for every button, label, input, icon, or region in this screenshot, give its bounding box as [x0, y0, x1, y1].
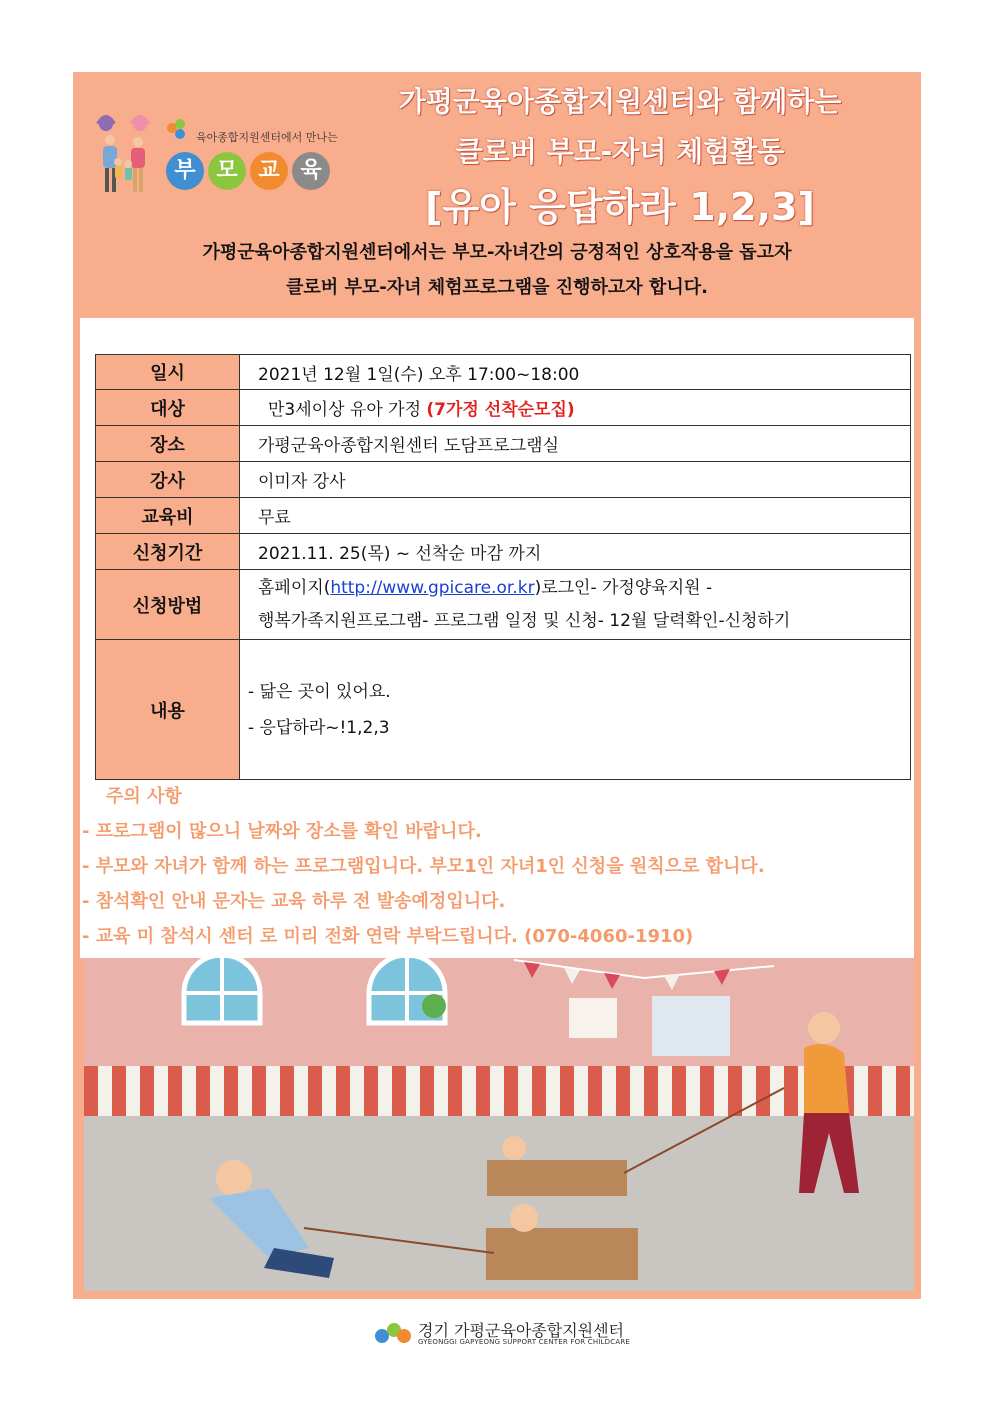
table-row [96, 355, 911, 390]
target-value: 만3세이상 유아 가정 [268, 400, 421, 420]
table-row [96, 426, 911, 462]
place-label: 장소 [96, 426, 240, 462]
target-note: (7가정 선착순모집) [426, 400, 575, 420]
logo-word-3: 교 [250, 152, 288, 190]
title-line-3: [유아 응답하라 1,2,3] [425, 185, 815, 229]
logo-word-2: 모 [208, 152, 246, 190]
teacher-label: 강사 [96, 462, 240, 498]
table-row [96, 640, 911, 780]
notice-section [82, 782, 765, 957]
target-label: 대상 [96, 390, 240, 426]
intro-line-2: 클로버 부모-자녀 체험프로그램을 진행하고자 합니다. [286, 277, 708, 298]
content-label: 내용 [96, 640, 240, 780]
period-value: 2021.11. 25(목) ~ 선착순 마감 까지 [240, 534, 911, 570]
teacher-value: 이미자 강사 [240, 462, 911, 498]
content-cell [240, 640, 911, 780]
program-info-table [95, 354, 911, 780]
place-value: 가평군육아종합지원센터 도담프로그램실 [240, 426, 911, 462]
footer-org-name: 경기 가평군육아종합지원센터 [418, 1321, 625, 1340]
footer-org-name-en: GYEONGGI GAPYEONG SUPPORT CENTER FOR CHILDCARE [418, 1338, 631, 1346]
date-value: 2021년 12월 1일(수) 오후 17:00~18:00 [240, 355, 911, 390]
notice-item-4: - 교육 미 참석시 센터 로 미리 전화 연락 부탁드립니다. (070-4060-1910) [82, 926, 694, 947]
method-prefix: 홈페이지( [258, 577, 331, 598]
logo-subtitle: 육아종합지원센터에서 만나는 [196, 131, 338, 144]
table-row [96, 390, 911, 426]
table-row [96, 534, 911, 570]
period-label: 신청기간 [96, 534, 240, 570]
table-row [96, 570, 911, 640]
method-cell [240, 570, 911, 640]
content-item-1: - 닮은 곳이 있어요. [248, 681, 391, 702]
title-line-1: 가평군육아종합지원센터와 함께하는 [398, 85, 842, 118]
notice-heading: 주의 사항 [106, 786, 182, 807]
method-line-1 [258, 572, 910, 605]
method-label: 신청방법 [96, 570, 240, 640]
content-item-2: - 응답하라~!1,2,3 [248, 717, 390, 738]
method-line-2: 행복가족지원프로그램- 프로그램 일정 및 신청- 12월 달력확인-신청하기 [258, 610, 791, 631]
family-play-illustration [84, 958, 914, 1291]
homepage-link[interactable]: http://www.gpicare.or.kr [330, 577, 535, 598]
notice-item-3: - 참석확인 안내 문자는 교육 하루 전 발송예정입니다. [82, 891, 506, 912]
logo-word-4: 육 [292, 152, 330, 190]
table-row [96, 462, 911, 498]
date-label: 일시 [96, 355, 240, 390]
notice-item-1: - 프로그램이 많으니 날짜와 장소를 확인 바랍니다. [82, 821, 482, 842]
title-line-2: 클로버 부모-자녀 체험활동 [455, 135, 785, 168]
notice-item-2: - 부모와 자녀가 함께 하는 프로그램입니다. 부모1인 자녀1인 신청을 원칙으로 합니다. [82, 856, 765, 877]
table-row [96, 498, 911, 534]
fee-value: 무료 [240, 498, 911, 534]
logo-word-1: 부 [166, 152, 204, 190]
target-cell [240, 390, 911, 426]
method-suffix: )로그인- 가정양육지원 - [534, 577, 713, 598]
intro-line-1: 가평군육아종합지원센터에서는 부모-자녀간의 긍정적인 상호작용을 돕고자 [202, 242, 792, 263]
fee-label: 교육비 [96, 498, 240, 534]
